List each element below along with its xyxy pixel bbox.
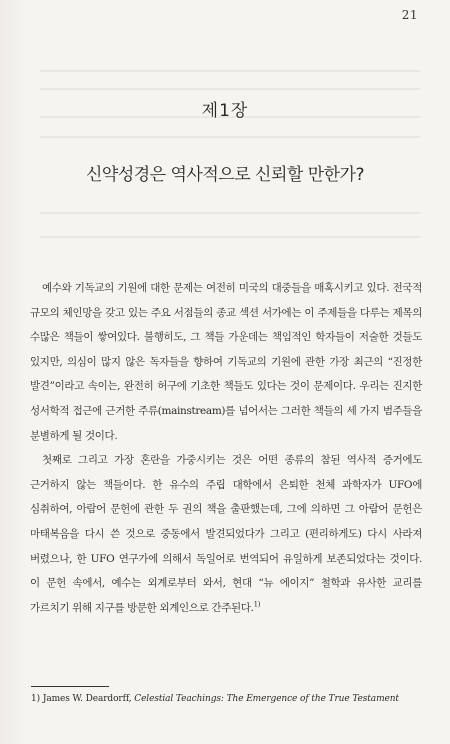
bleed-through-line xyxy=(40,212,420,214)
body-text xyxy=(30,276,422,620)
chapter-title: 신약성경은 역사적으로 신뢰할 만한가? xyxy=(86,165,364,185)
footnote-number: 1) xyxy=(31,694,41,704)
footnote-author: James W. Deardorff, xyxy=(42,694,132,704)
paragraph xyxy=(30,448,422,620)
paragraph: 예수와 기독교의 기원에 대한 문제는 여전히 미국의 대중들을 매혹시키고 있다. 전국적 규모의 체인망을 갖고 있는 주요 서점들의 종교 섹션 서가에는 이 주제들을 다루는 제목의 수많은 책들이 쌓여있다. 불행히도, 그 책들 가운데는 책임적인 학자들이 저술한 것들도 있지만, 의심이 많지 않은 독자들을 향하여 기독교의 기원에 관한 가장 최근의 “진정한 발견”이라고 속이는, 완전히 허구에 기초한 책들도 있다는 것이 문제이다. 우리는 진지한 성서학적 접근에 근거한 주류(mainstream)를 넘어서는 그러한 책들의 세 가지 범주들을 분별하게 될 것이다. xyxy=(30,282,422,442)
page-number: 21 xyxy=(401,8,418,22)
bleed-through-line xyxy=(40,236,420,238)
chapter-label: 제1장 xyxy=(201,101,249,121)
footnote xyxy=(31,694,431,704)
footnote-title: Celestial Teachings: The Emergence of the True Testament xyxy=(134,694,399,704)
footnote-divider xyxy=(31,686,109,687)
footnote-marker: 1) xyxy=(253,600,261,609)
paragraph-text: 첫째로 그리고 가장 혼란을 가중시키는 것은 어떤 종류의 참된 역사적 증거에도 근거하지 않는 책들이다. 한 유수의 주립 대학에서 은퇴한 천체 과학자가 UFO에 심취하여, 아람어 문헌에 관한 두 권의 책을 출판했는데, 그에 의하면 그 아람어 문헌은 마태복음을 다시 쓴 것으로 중동에서 발견되었다가 그리고 (편리하게도) 다시 사라져 버렸으나, 한 UFO 연구가에 의해서 독일어로 번역되어 유일하게 보존되었다는 것이다. 이 문헌 속에서, 예수는 외계로부터 와서, 현대 “뉴 에이지” 철학과 유사한 교리를 가르치기 위해 지구를 방문한 외계인으로 간주된다. xyxy=(30,454,422,614)
bleed-through-line xyxy=(40,136,420,138)
bleed-through-line xyxy=(40,88,420,90)
bleed-through-line xyxy=(40,70,420,72)
